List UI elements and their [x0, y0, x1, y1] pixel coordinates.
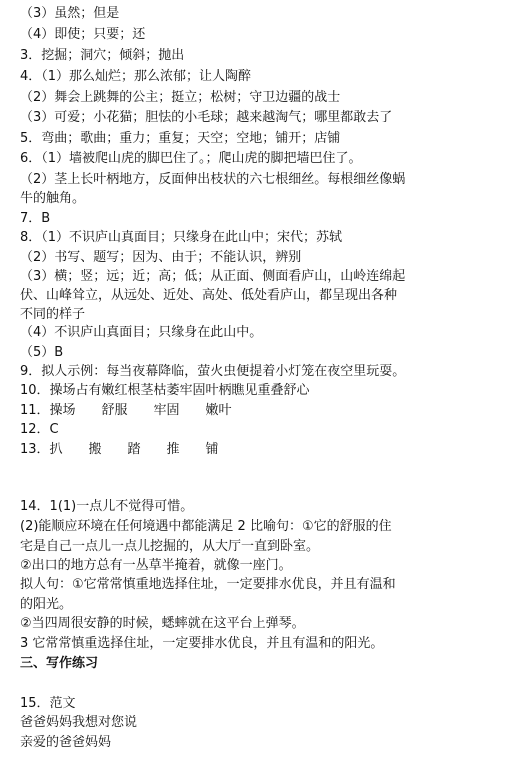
answer-line: ②出口的地方总有一丛草半掩着，就像一座门。: [20, 558, 292, 573]
answer-line: 4．（1）那么灿烂；那么浓郁；让人陶醉: [20, 69, 252, 84]
answer-line: 牛的触角。: [20, 191, 86, 206]
answer-line: （3）横；竖；远；近；高；低；从正面、侧面看庐山，山岭连绵起: [20, 269, 406, 284]
answer-line: 13．扒 搬 踏 推 铺: [20, 442, 219, 457]
answer-line: （2）舞会上跳舞的公主；挺立；松树；守卫边疆的战士: [20, 90, 341, 105]
answer-line: （2）书写、题写；因为、由于；不能认识，辨别: [20, 250, 302, 265]
answer-line: 10．操场占有嫩红根茎枯萎牢固叶柄瞧见重叠舒心: [20, 383, 310, 398]
answer-line: （4）不识庐山真面目；只缘身在此山中。: [20, 325, 263, 340]
answer-line: 宅是自己一点儿一点儿挖掘的，从大厅一直到卧室。: [20, 539, 320, 554]
answer-line: (2)能顺应环境在任何境遇中都能满足 2 比喻句：①它的舒服的住: [20, 519, 392, 534]
answer-line: 15．范文: [20, 696, 76, 711]
answer-line: 5．弯曲；歌曲；重力；重复；天空；空地；铺开；店铺: [20, 131, 341, 146]
answer-line: （2）茎上长叶柄地方，反面伸出枝状的六七根细丝。每根细丝像蜗: [20, 172, 406, 187]
answer-line: （5）B: [20, 345, 64, 360]
answer-line: 11．操场 舒服 牢固 嫩叶: [20, 403, 232, 418]
answer-line: （3）可爱；小花猫；胆怯的小毛球；越来越淘气；哪里都敢去了: [20, 110, 393, 125]
essay-salutation: 亲爱的爸爸妈妈: [20, 735, 112, 750]
answer-line: ②当四周很安静的时候，蟋蟀就在这平台上弹琴。: [20, 616, 305, 631]
answer-line: 8．（1）不识庐山真面目；只缘身在此山中；宋代；苏轼: [20, 230, 343, 245]
essay-title: 爸爸妈妈我想对您说: [20, 715, 138, 730]
answer-line: 9．拟人示例：每当夜幕降临，萤火虫便提着小灯笼在夜空里玩耍。: [20, 364, 406, 379]
answer-line: 的阳光。: [20, 597, 73, 612]
answer-line: 3．挖掘；洞穴；倾斜；抛出: [20, 48, 185, 63]
answer-line: 拟人句：①它常常慎重地选择住址，一定要排水优良，并且有温和: [20, 577, 396, 592]
answer-line: （3）虽然；但是: [20, 6, 120, 21]
answer-line: 不同的样子: [20, 307, 86, 322]
answer-line: 14．1(1)一点儿不觉得可惜。: [20, 499, 194, 514]
answer-line: 6．（1）墙被爬山虎的脚巴住了。；爬山虎的脚把墙巴住了。: [20, 151, 362, 166]
answer-line: 7．B: [20, 211, 51, 226]
answer-line: 12．C: [20, 422, 59, 437]
answer-line: 3 它常常慎重选择住址，一定要排水优良，并且有温和的阳光。: [20, 636, 384, 651]
answer-line: 伏、山峰耸立，从远处、近处、高处、低处看庐山，都呈现出各种: [20, 288, 398, 303]
section-heading: 三、写作练习: [20, 656, 99, 671]
answer-line: （4）即使；只要；还: [20, 27, 146, 42]
